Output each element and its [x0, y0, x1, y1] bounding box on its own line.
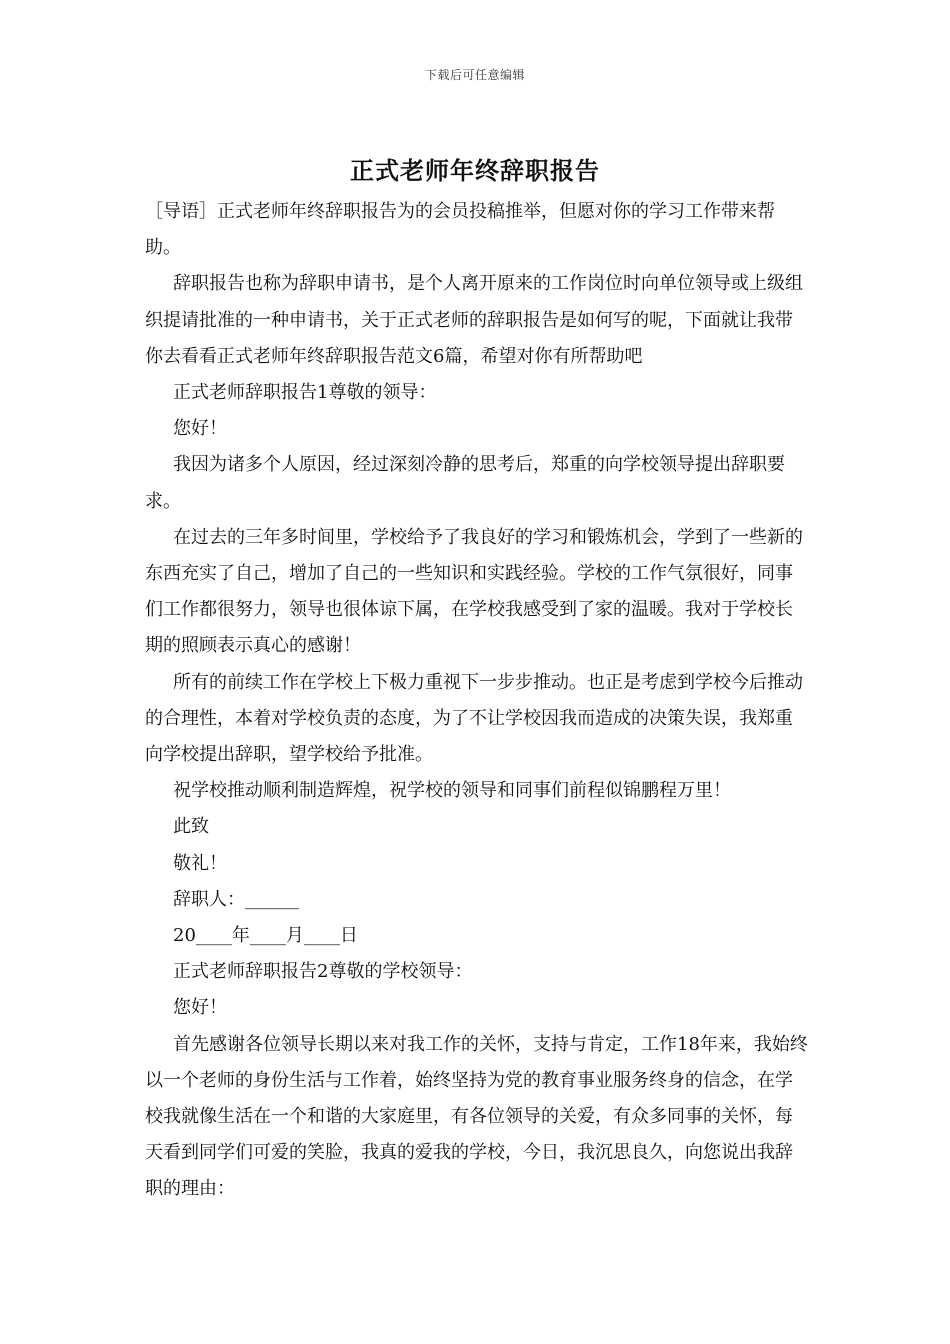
body-paragraph: 首先感谢各位领导长期以来对我工作的关怀，支持与肯定，工作18年来，我始终以一个老师的身份生活与工作着，始终坚持为党的教育事业服务终身的信念，在学校我就像生活在一个和谐的大家庭里，有各位领导的关爱，有众多同事的关怀，每天看到同学们可爱的笑脸，我真的爱我的学校，今日，我沉思良久，向您说出我辞职的理由： — [145, 1033, 808, 1200]
closing-line: 此致 — [173, 816, 209, 838]
document-title: 正式老师年终辞职报告 — [350, 156, 600, 185]
letter-heading: 正式老师辞职报告1尊敬的领导： — [173, 382, 437, 404]
body-paragraph: 辞职报告也称为辞职申请书，是个人离开原来的工作岗位时向单位领导或上级组织提请批准的一种申请书，关于正式老师的辞职报告是如何写的呢，下面就让我带你去看看正式老师年终辞职报告范文6篇，希望对你有所帮助吧 — [145, 273, 803, 367]
date-line: 20____年____月____日 — [173, 925, 358, 947]
header-note: 下载后可任意编辑 — [424, 68, 525, 82]
body-paragraph: 祝学校推动顺利制造辉煌，祝学校的领导和同事们前程似锦鹏程万里！ — [173, 780, 731, 802]
document-body — [145, 194, 810, 1208]
closing-line: 敬礼！ — [173, 852, 227, 874]
signature-line: 辞职人：______ — [173, 888, 299, 910]
body-paragraph: 所有的前续工作在学校上下极力重视下一步步推动。也正是考虑到学校今后推动的合理性，本着对学校负责的态度，为了不让学校因我而造成的决策失误，我郑重向学校提出辞职，望学校给予批准。 — [145, 671, 803, 766]
letter-heading: 正式老师辞职报告2尊敬的学校领导： — [173, 961, 473, 983]
body-paragraph: 在过去的三年多时间里，学校给予了我良好的学习和锻炼机会，学到了一些新的东西充实了自己，增加了自己的一些知识和实践经验。学校的工作气氛很好，同事们工作都很努力，领导也很体谅下属，在学校我感受到了家的温暖。我对于学校长期的照顾表示真心的感谢！ — [145, 526, 803, 657]
greeting: 您好！ — [173, 997, 227, 1019]
body-paragraph: 我因为诸多个人原因，经过深刻冷静的思考后，郑重的向学校领导提出辞职要求。 — [145, 454, 785, 512]
intro-paragraph: ［导语］正式老师年终辞职报告为的会员投稿推举，但愿对你的学习工作带来帮助。 — [145, 201, 775, 259]
greeting: 您好！ — [173, 418, 227, 440]
